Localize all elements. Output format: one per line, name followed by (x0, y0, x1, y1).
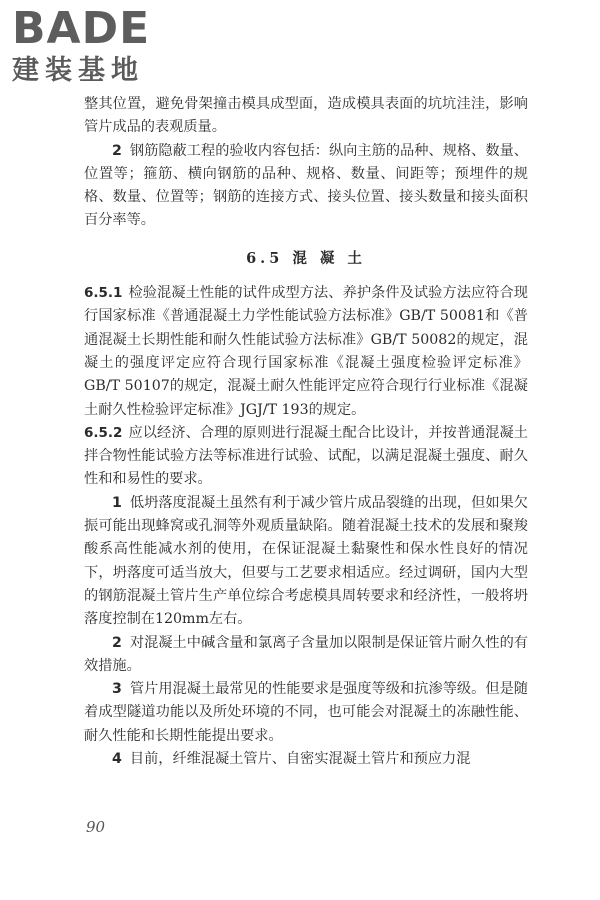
item-number: 3 (112, 681, 122, 698)
logo-wordmark: BADE (12, 3, 151, 54)
item-text: 对混凝土中碱含量和氯离子含量加以限制是保证管片耐久性的有效措施。 (84, 634, 528, 674)
brand-logo (12, 3, 182, 86)
logo-subtitle: 建装基地 (12, 55, 144, 86)
item-number: 1 (112, 494, 122, 511)
clause-text: 应以经济、合理的原则进行混凝土配合比设计，并按普通混凝土拌合物性能试验方法等标准进行试验、试配，以满足混凝土强度、耐久性和和易性的要求。 (84, 424, 528, 488)
clause-6-5-2 (84, 422, 528, 492)
item-number: 2 (112, 142, 122, 159)
clause-6-5-1 (84, 282, 528, 422)
clause-text: 检验混凝土性能的试件成型方法、养护条件及试验方法应符合现行国家标准《普通混凝土力学性能试验方法标准》GB/T 50081和《普通混凝土长期性能和耐久性能试验方法标准》GB/T 50082的规定，混凝土的强度评定应符合现行国家标准《混凝土强度检验评定标准》GB/T 50107的规定，混凝土耐久性能评定应符合现行行业标准《混凝土耐久性检验评定标准》JGJ/T 193的规定。 (84, 285, 528, 418)
list-item-3 (84, 678, 528, 748)
section-heading: 6.5 混 凝 土 (246, 249, 366, 267)
page-body (84, 93, 528, 771)
item-text: 管片用混凝土最常见的性能要求是强度等级和抗渗等级。但是随着成型隧道功能以及所处环境的不同，也可能会对混凝土的冻融性能、耐久性能和长期性能提出要求。 (84, 681, 528, 744)
paragraph-continuation: 整其位置，避免骨架撞击模具成型面，造成模具表面的坑坑洼洼，影响管片成品的表观质量。 (84, 96, 528, 136)
item-number: 2 (112, 634, 122, 651)
list-item-1 (84, 492, 528, 632)
item-number: 4 (112, 751, 122, 768)
list-item-2-rebar (84, 140, 528, 233)
list-item-2 (84, 632, 528, 679)
item-text: 钢筋隐蔽工程的验收内容包括：纵向主筋的品种、规格、数量、位置等；箍筋、横向钢筋的品种、规格、数量、间距等；预埋件的规格、数量、位置等；钢筋的连接方式、接头位置、接头数量和接头面积百分率等。 (84, 142, 528, 229)
list-item-4 (84, 748, 528, 771)
item-text: 目前，纤维混凝土管片、自密实混凝土管片和预应力混 (129, 751, 471, 768)
clause-number: 6.5.2 (84, 424, 123, 441)
clause-number: 6.5.1 (84, 285, 123, 302)
item-text: 低坍落度混凝土虽然有利于减少管片成品裂缝的出现，但如果欠振可能出现蜂窝或孔洞等外观质量缺陷。随着混凝土技术的发展和聚羧酸系高性能减水剂的使用，在保证混凝土黏聚性和保水性良好的情况下，坍落度可适当放大，但要与工艺要求相适应。经过调研，国内大型的钢筋混凝土管片生产单位综合考虑模具周转要求和经济性，一般将坍落度控制在120mm左右。 (84, 494, 528, 628)
page-number: 90 (86, 818, 106, 836)
